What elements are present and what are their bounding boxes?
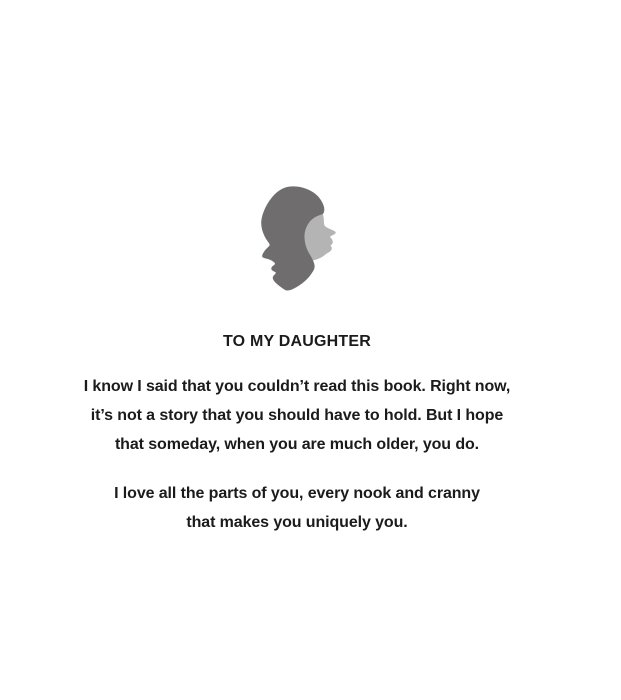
dedication-paragraph-2 [114,479,480,537]
dedication-heading: TO MY DAUGHTER [223,333,371,350]
two-profiles-svg [256,184,346,294]
text-line: I love all the parts of you, every nook and cranny [114,485,480,502]
text-line: that makes you uniquely you. [186,514,408,531]
text-line: that someday, when you are much older, you do. [114,436,480,453]
text-line: it’s not a story that you should have to hold. But I hope [90,407,504,424]
two-profiles-illustration [256,184,346,294]
dedication-paragraph-1 [84,372,511,459]
text-line: I know I said that you couldn’t read this book. Right now, [83,378,511,395]
